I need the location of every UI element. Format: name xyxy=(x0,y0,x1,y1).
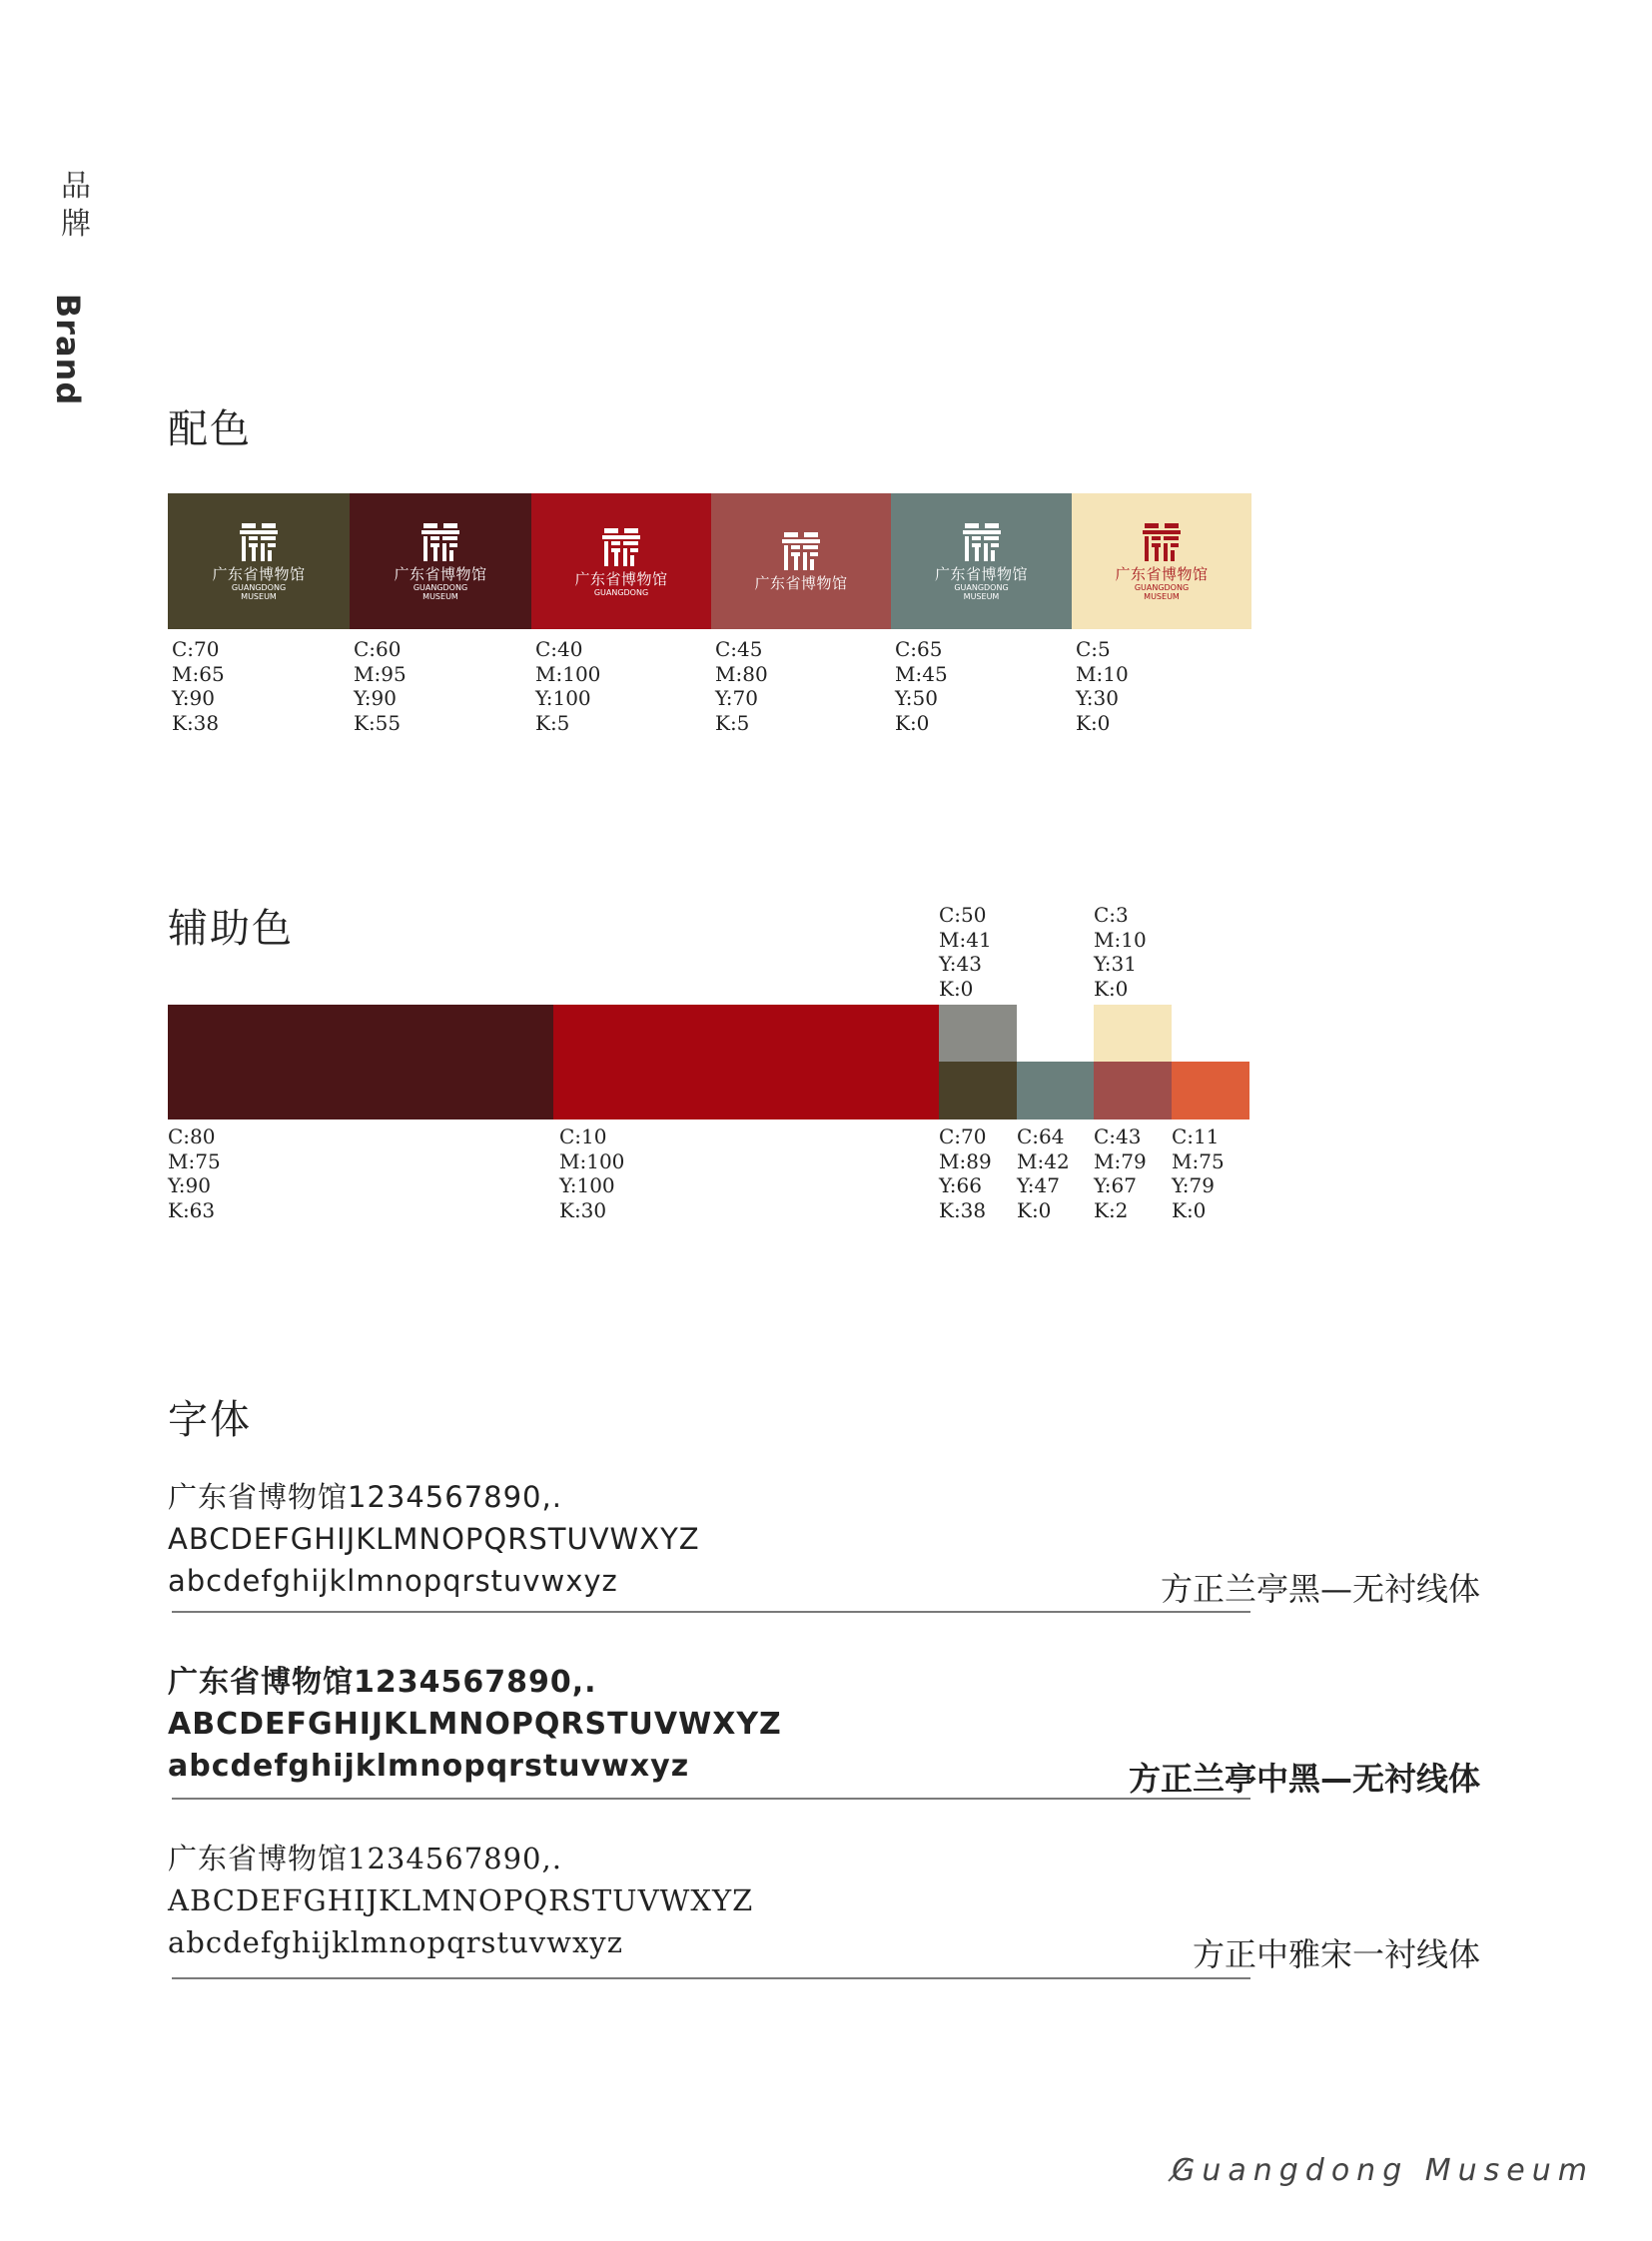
font-divider-1 xyxy=(172,1611,1250,1613)
logo-en-text: GUANGDONG xyxy=(413,583,468,592)
secondary-olive-block xyxy=(939,1062,1017,1120)
secondary-label-rose: C:43 M:79 Y:67 K:2 xyxy=(1094,1124,1147,1222)
primary-swatch-slate xyxy=(891,493,1072,629)
secondary-orange-block xyxy=(1172,1062,1249,1120)
secondary-gray-block xyxy=(939,1005,1017,1062)
secondary-dark-brown-block xyxy=(168,1005,553,1120)
primary-swatch-olive xyxy=(168,493,350,629)
logo-cn-text: 广东省博物馆 xyxy=(574,569,668,588)
font-sample-3 xyxy=(168,1838,753,1963)
logo-cn-text: 广东省博物馆 xyxy=(212,565,306,583)
font-sample-1 xyxy=(168,1476,700,1602)
logo-en-text: GUANGDONG xyxy=(954,583,1009,592)
font-sample-1-line-3: abcdefghijklmnopqrstuvwxyz xyxy=(168,1564,618,1598)
primary-colors-title: 配色 xyxy=(168,406,252,452)
secondary-cream-block xyxy=(1094,1005,1172,1062)
font-sample-1-line-2: ABCDEFGHIJKLMNOPQRSTUVWXYZ xyxy=(168,1522,700,1556)
secondary-deep-red-block xyxy=(553,1005,939,1120)
logo-cn-text: 广东省博物馆 xyxy=(1115,565,1209,583)
logo-en-text: MUSEUM xyxy=(241,592,277,601)
primary-swatch-maroon xyxy=(350,493,531,629)
font-sample-1-line-1: 广东省博物馆1234567890,. xyxy=(168,1480,562,1514)
font-name-2: 方正兰亭中黑—无衬线体 xyxy=(1128,1760,1480,1798)
logo-en-text: GUANGDONG xyxy=(593,587,649,597)
logo-cn-text: 广东省博物馆 xyxy=(934,565,1028,583)
primary-cmyk-label-slate: C:65 M:45 Y:50 K:0 xyxy=(895,637,948,735)
side-label-en xyxy=(48,290,88,409)
footer-brand-text: Guangdong Museum xyxy=(1172,2153,1594,2188)
logo-cn-text: 广东省博物馆 xyxy=(394,565,487,583)
primary-swatch-cream xyxy=(1072,493,1251,629)
logo-en-text: GUANGDONG xyxy=(231,583,287,592)
secondary-label-deep-red: C:10 M:100 Y:100 K:30 xyxy=(559,1124,625,1222)
font-sample-2-line-3: abcdefghijklmnopqrstuvwxyz xyxy=(168,1749,690,1784)
font-sample-3-line-1: 广东省博物馆1234567890,. xyxy=(168,1842,562,1875)
primary-swatch-red xyxy=(531,493,711,629)
primary-swatch-rose xyxy=(711,493,891,629)
logo-cn-text: 广东省博物馆 xyxy=(754,574,848,592)
side-label-cn-char-2: 牌 xyxy=(61,207,91,242)
secondary-slate-block xyxy=(1017,1062,1094,1120)
logo-en-text: MUSEUM xyxy=(422,592,458,601)
secondary-colors-title: 辅助色 xyxy=(168,906,294,952)
museum-logo-icon xyxy=(600,526,642,568)
fonts-title: 字体 xyxy=(168,1397,252,1443)
primary-cmyk-label-maroon: C:60 M:95 Y:90 K:55 xyxy=(354,637,407,735)
secondary-top-label-gray: C:50 M:41 Y:43 K:0 xyxy=(939,903,992,1001)
logo-en-text: GUANGDONG xyxy=(1134,583,1190,592)
font-sample-3-line-3: abcdefghijklmnopqrstuvwxyz xyxy=(168,1925,623,1959)
primary-cmyk-label-cream: C:5 M:10 Y:30 K:0 xyxy=(1076,637,1129,735)
font-name-1: 方正兰亭黑—无衬线体 xyxy=(1160,1570,1480,1608)
secondary-label-slate: C:64 M:42 Y:47 K:0 xyxy=(1017,1124,1070,1222)
side-label-cn xyxy=(56,168,96,244)
logo-en-text: MUSEUM xyxy=(1144,592,1180,601)
primary-cmyk-label-rose: C:45 M:80 Y:70 K:5 xyxy=(715,637,768,735)
font-sample-2-line-2: ABCDEFGHIJKLMNOPQRSTUVWXYZ xyxy=(168,1707,782,1742)
museum-logo-icon xyxy=(780,530,822,572)
side-label-cn-char-1: 品 xyxy=(61,169,91,204)
secondary-label-dark-brown: C:80 M:75 Y:90 K:63 xyxy=(168,1124,221,1222)
side-label-en-text: Brand xyxy=(49,293,87,406)
font-sample-2 xyxy=(168,1662,782,1788)
museum-logo-icon xyxy=(1141,521,1183,563)
museum-logo-icon xyxy=(961,521,1003,563)
museum-logo-icon xyxy=(238,521,280,563)
secondary-rose-block xyxy=(1094,1062,1172,1120)
secondary-label-orange: C:11 M:75 Y:79 K:0 xyxy=(1172,1124,1225,1222)
font-sample-3-line-2: ABCDEFGHIJKLMNOPQRSTUVWXYZ xyxy=(168,1883,754,1917)
font-name-3: 方正中雅宋一衬线体 xyxy=(1192,1935,1480,1973)
font-divider-3 xyxy=(172,1977,1250,1979)
secondary-top-label-cream: C:3 M:10 Y:31 K:0 xyxy=(1094,903,1147,1001)
secondary-label-olive: C:70 M:89 Y:66 K:38 xyxy=(939,1124,992,1222)
font-sample-2-line-1: 广东省博物馆1234567890,. xyxy=(168,1665,597,1700)
font-divider-2 xyxy=(172,1798,1250,1800)
primary-cmyk-label-red: C:40 M:100 Y:100 K:5 xyxy=(535,637,601,735)
museum-logo-icon xyxy=(419,521,461,563)
logo-en-text: MUSEUM xyxy=(963,592,1000,601)
primary-cmyk-label-olive: C:70 M:65 Y:90 K:38 xyxy=(172,637,225,735)
